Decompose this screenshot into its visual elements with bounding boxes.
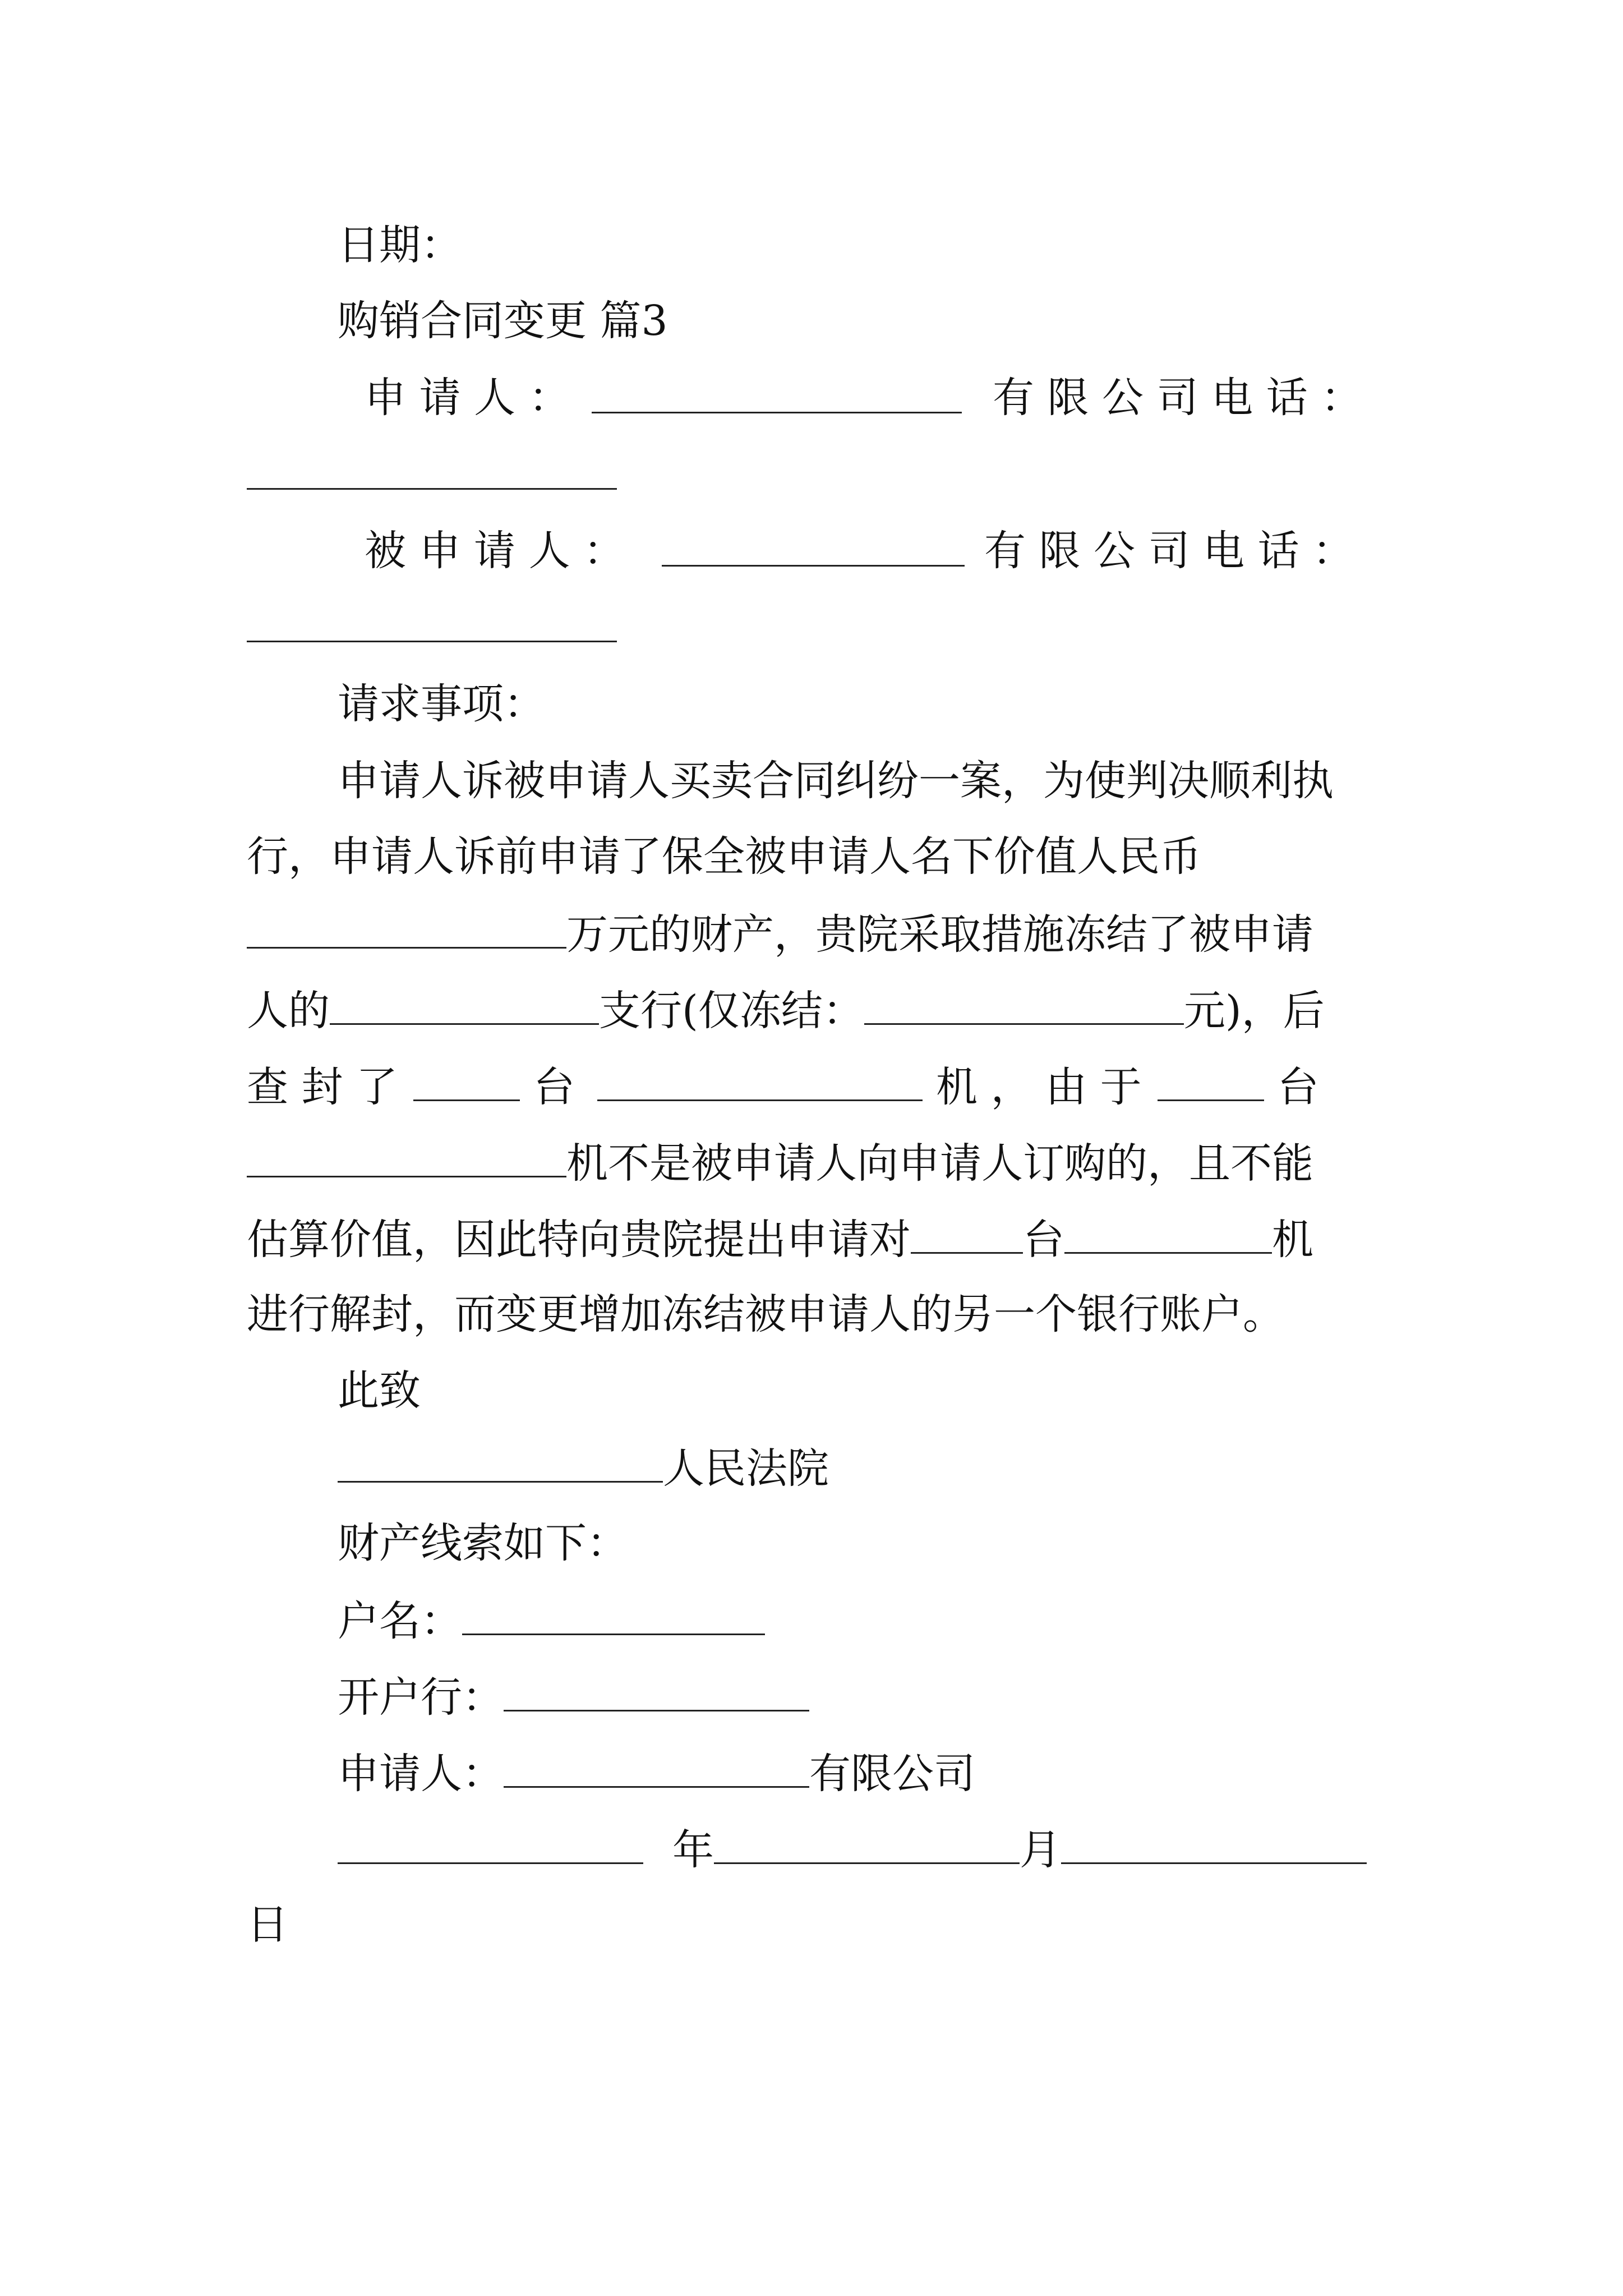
day-blank — [1061, 1828, 1367, 1864]
body-line-5c: 机 ， 由 于 — [936, 1063, 1142, 1111]
clues-heading: 财产线索如下： — [338, 1519, 628, 1567]
body-line-5d: 台 — [1277, 1063, 1319, 1111]
body-line-7c: 机 — [1272, 1216, 1313, 1264]
machine-type-blank — [247, 1141, 566, 1177]
account-name-label: 户名： — [338, 1597, 462, 1645]
applicant-phone-blank — [247, 453, 617, 490]
account-name-blank — [462, 1599, 765, 1635]
month-label: 月 — [1020, 1826, 1061, 1874]
respondent-name-blank — [662, 530, 965, 567]
year-blank — [338, 1828, 643, 1864]
body-line-4b: 支行(仅冻结： — [599, 987, 864, 1035]
bank-label: 开户行： — [338, 1673, 504, 1722]
bank-blank — [504, 1675, 809, 1711]
signature-company-blank — [504, 1751, 809, 1788]
body-line-5b: 台 — [533, 1063, 575, 1111]
unseal-count-blank — [911, 1217, 1023, 1254]
body-line-3: 万元的财产，贵院采取措施冻结了被申请 — [566, 910, 1313, 959]
date-label: 日期： — [338, 221, 462, 269]
bank-branch-blank — [330, 988, 599, 1025]
amount-blank — [247, 912, 566, 949]
respondent-label: 被 申 请 人 ： — [365, 527, 625, 575]
respondent-company-phone: 有 限 公 司 电 话 ： — [984, 527, 1354, 575]
court-label: 人民法院 — [663, 1444, 829, 1493]
body-line-1: 申请人诉被申请人买卖合同纠纷一案，为使判决顺利执 — [338, 757, 1334, 805]
body-line-7b: 台 — [1023, 1216, 1064, 1264]
body-line-4a: 人的 — [247, 987, 330, 1035]
signature-suffix: 有限公司 — [809, 1750, 975, 1798]
day-label: 日 — [247, 1901, 288, 1949]
seized-count-blank — [413, 1065, 520, 1101]
body-line-4c: 元)，后 — [1183, 987, 1325, 1035]
respondent-phone-blank — [247, 606, 617, 642]
unseal-machine-blank — [1064, 1217, 1272, 1254]
applicant-company-phone: 有 限 公 司 电 话 ： — [993, 374, 1363, 422]
section-title: 购销合同变更 篇3 — [338, 297, 668, 345]
body-line-6: 机不是被申请人向申请人订购的，且不能 — [566, 1139, 1313, 1188]
body-line-5a: 查 封 了 — [247, 1063, 398, 1111]
request-heading: 请求事项： — [338, 680, 545, 728]
salutation: 此致 — [338, 1366, 421, 1415]
machine-count-blank — [1158, 1065, 1264, 1101]
applicant-name-blank — [592, 377, 962, 413]
year-label: 年 — [672, 1826, 714, 1874]
applicant-label: 申 请 人 ： — [365, 374, 570, 422]
body-line-7a: 估算价值，因此特向贵院提出申请对 — [247, 1216, 911, 1264]
body-line-8: 进行解封，而变更增加冻结被申请人的另一个银行账户。 — [247, 1290, 1284, 1338]
court-name-blank — [338, 1446, 663, 1483]
month-blank — [714, 1828, 1020, 1864]
signature-label: 申请人： — [338, 1750, 504, 1798]
body-line-2: 行，申请人诉前申请了保全被申请人名下价值人民币 — [247, 832, 1201, 881]
seized-machine-blank — [597, 1065, 923, 1101]
frozen-amount-blank — [864, 988, 1184, 1025]
